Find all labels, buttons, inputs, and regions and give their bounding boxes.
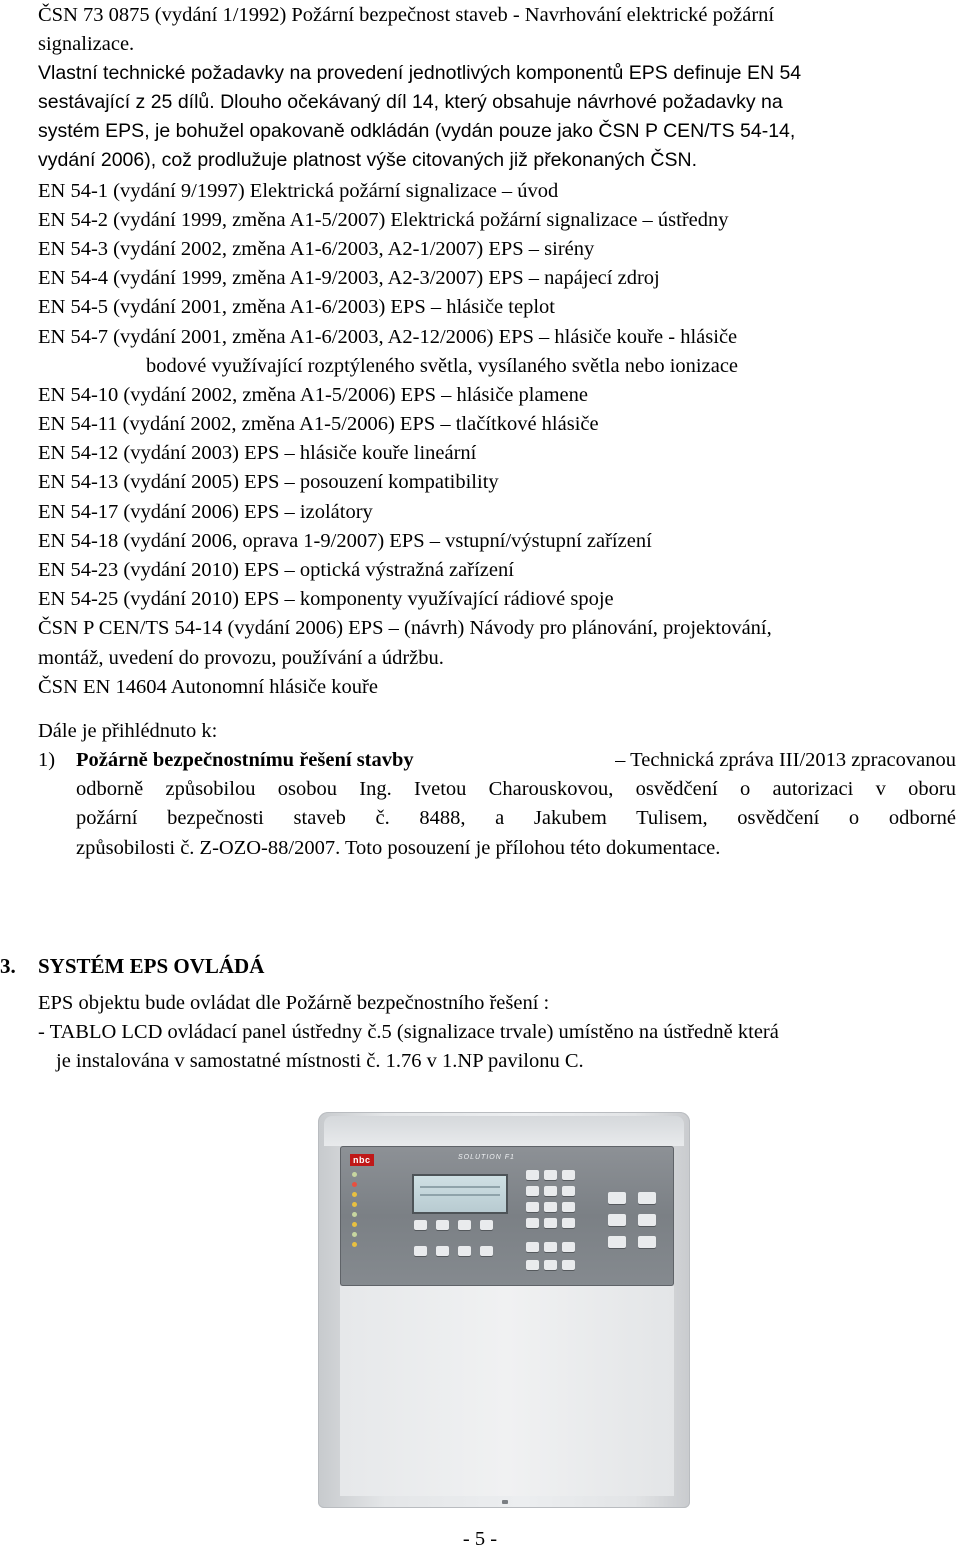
control-key [638, 1236, 656, 1248]
lcd-text-line [420, 1186, 500, 1188]
control-key [638, 1214, 656, 1226]
standard-item: EN 54-4 (vydání 1999, změna A1-9/2003, A2-3/2007) EPS – napájecí zdroj [38, 267, 660, 289]
section-text: EPS objektu bude ovládat dle Požárně bezpečnostního řešení : [38, 992, 550, 1014]
control-key [608, 1192, 626, 1204]
considered-item-line: způsobilosti č. Z-OZO-88/2007. Toto posouzení je přílohou této dokumentace. [76, 837, 721, 859]
keypad-key [562, 1202, 575, 1212]
brand-logo: nbc [350, 1154, 374, 1166]
paragraph-line: systém EPS, je bohužel opakovaně odkládán (vydán pouze jako ČSN P CEN/TS 54-14, [38, 120, 796, 142]
function-key [414, 1246, 427, 1256]
pbr-title: Požárně bezpečnostnímu řešení stavby [76, 749, 414, 771]
standard-item: EN 54-18 (vydání 2006, oprava 1-9/2007) EPS – vstupní/výstupní zařízení [38, 530, 652, 552]
standard-item: EN 54-10 (vydání 2002, změna A1-5/2006) EPS – hlásiče plamene [38, 384, 588, 406]
function-key [414, 1220, 427, 1230]
keypad-key [544, 1242, 557, 1252]
status-leds [352, 1172, 382, 1252]
keypad-key [544, 1260, 557, 1270]
control-key [608, 1214, 626, 1226]
page-number: - 5 - [462, 1528, 498, 1550]
pbr-rest: – Technická zpráva III/2013 zpracovanou [615, 749, 956, 771]
keypad-key [526, 1170, 539, 1180]
paragraph-line: Vlastní technické požadavky na provedení jednotlivých komponentů EPS definuje EN 54 [38, 62, 802, 84]
standard-item: EN 54-1 (vydání 9/1997) Elektrická požární signalizace – úvod [38, 180, 559, 202]
lcd-text-line [420, 1194, 500, 1196]
section-title: SYSTÉM EPS OVLÁDÁ [38, 954, 265, 978]
standard-item: EN 54-25 (vydání 2010) EPS – komponenty využívající rádiové spoje [38, 588, 614, 610]
intro-line: signalizace. [38, 33, 135, 55]
keypad-key [526, 1218, 539, 1228]
standard-item: EN 54-7 (vydání 2001, změna A1-6/2003, A2-12/2006) EPS – hlásiče kouře - hlásiče [38, 326, 738, 348]
standard-item: ČSN P CEN/TS 54-14 (vydání 2006) EPS – (návrh) Návody pro plánování, projektování, [38, 617, 772, 639]
considered-intro: Dále je přihlédnuto k: [38, 720, 218, 742]
function-key [436, 1220, 449, 1230]
standard-item: EN 54-3 (vydání 2002, změna A1-6/2003, A2-1/2007) EPS – sirény [38, 238, 595, 260]
standard-item-continuation: bodové využívající rozptýleného světla, vysílaného světla nebo ionizace [146, 355, 739, 377]
section-text: je instalována v samostatné místnosti č. 1.76 v 1.NP pavilonu C. [56, 1050, 584, 1072]
intro-line: ČSN 73 0875 (vydání 1/1992) Požární bezpečnost staveb - Navrhování elektrické požární [38, 4, 775, 26]
standard-item: ČSN EN 14604 Autonomní hlásiče kouře [38, 676, 378, 698]
control-key [638, 1192, 656, 1204]
control-key [608, 1236, 626, 1248]
considered-item-line [76, 747, 956, 773]
keypad-key [562, 1260, 575, 1270]
standard-item: EN 54-11 (vydání 2002, změna A1-5/2006) EPS – tlačítkové hlásiče [38, 413, 599, 435]
standard-item: EN 54-2 (vydání 1999, změna A1-5/2007) Elektrická požární signalizace – ústředny [38, 209, 729, 231]
section-text: - TABLO LCD ovládací panel ústředny č.5 (signalizace trvale) umístěno na ústředně která [38, 1021, 779, 1043]
led-indicator [352, 1172, 357, 1177]
keypad-key [544, 1202, 557, 1212]
keypad-key [562, 1242, 575, 1252]
considered-item-line: odborně způsobilou osobou Ing. Ivetou Charouskovou, osvědčení o autorizaci v oboru [76, 778, 956, 800]
paragraph-line: vydání 2006), což prodlužuje platnost výše citovaných již překonaných ČSN. [38, 149, 698, 171]
list-number: 1) [38, 749, 56, 771]
considered-item-line: požární bezpečnosti staveb č. 8488, a Jakubem Tulisem, osvědčení o odborné [76, 807, 956, 829]
led-indicator [352, 1242, 357, 1247]
paragraph-line: sestávající z 25 dílů. Dlouho očekávaný díl 14, který obsahuje návrhové požadavky na [38, 91, 783, 113]
led-indicator [352, 1192, 357, 1197]
standard-item-continuation: montáž, uvedení do provozu, používání a údržbu. [38, 647, 444, 669]
keypad-key [562, 1218, 575, 1228]
function-key [458, 1220, 471, 1230]
keypad-key [562, 1170, 575, 1180]
keypad-key [526, 1202, 539, 1212]
led-indicator [352, 1202, 357, 1207]
function-key [436, 1246, 449, 1256]
keypad-key [544, 1170, 557, 1180]
section-number: 3. [0, 954, 16, 978]
standard-item: EN 54-13 (vydání 2005) EPS – posouzení kompatibility [38, 471, 499, 493]
standard-item: EN 54-17 (vydání 2006) EPS – izolátory [38, 501, 373, 523]
panel-lower-cover [340, 1286, 674, 1496]
keypad-key [526, 1260, 539, 1270]
keypad-key [526, 1186, 539, 1196]
keypad-key [544, 1218, 557, 1228]
function-key [480, 1246, 493, 1256]
panel-lid [324, 1116, 684, 1146]
model-label: SOLUTION F1 [458, 1154, 515, 1161]
lcd-display [412, 1174, 508, 1214]
led-indicator [352, 1232, 357, 1237]
lock-icon [502, 1500, 508, 1504]
standard-item: EN 54-12 (vydání 2003) EPS – hlásiče kouře lineární [38, 442, 477, 464]
led-indicator [352, 1182, 357, 1187]
function-key [458, 1246, 471, 1256]
keypad-key [544, 1186, 557, 1196]
standard-item: EN 54-23 (vydání 2010) EPS – optická výstražná zařízení [38, 559, 514, 581]
control-panel-photo [318, 1112, 690, 1508]
led-indicator [352, 1222, 357, 1227]
led-indicator [352, 1212, 357, 1217]
panel-front [340, 1146, 674, 1286]
function-key [480, 1220, 493, 1230]
keypad-key [526, 1242, 539, 1252]
standard-item: EN 54-5 (vydání 2001, změna A1-6/2003) EPS – hlásiče teplot [38, 296, 555, 318]
keypad-key [562, 1186, 575, 1196]
